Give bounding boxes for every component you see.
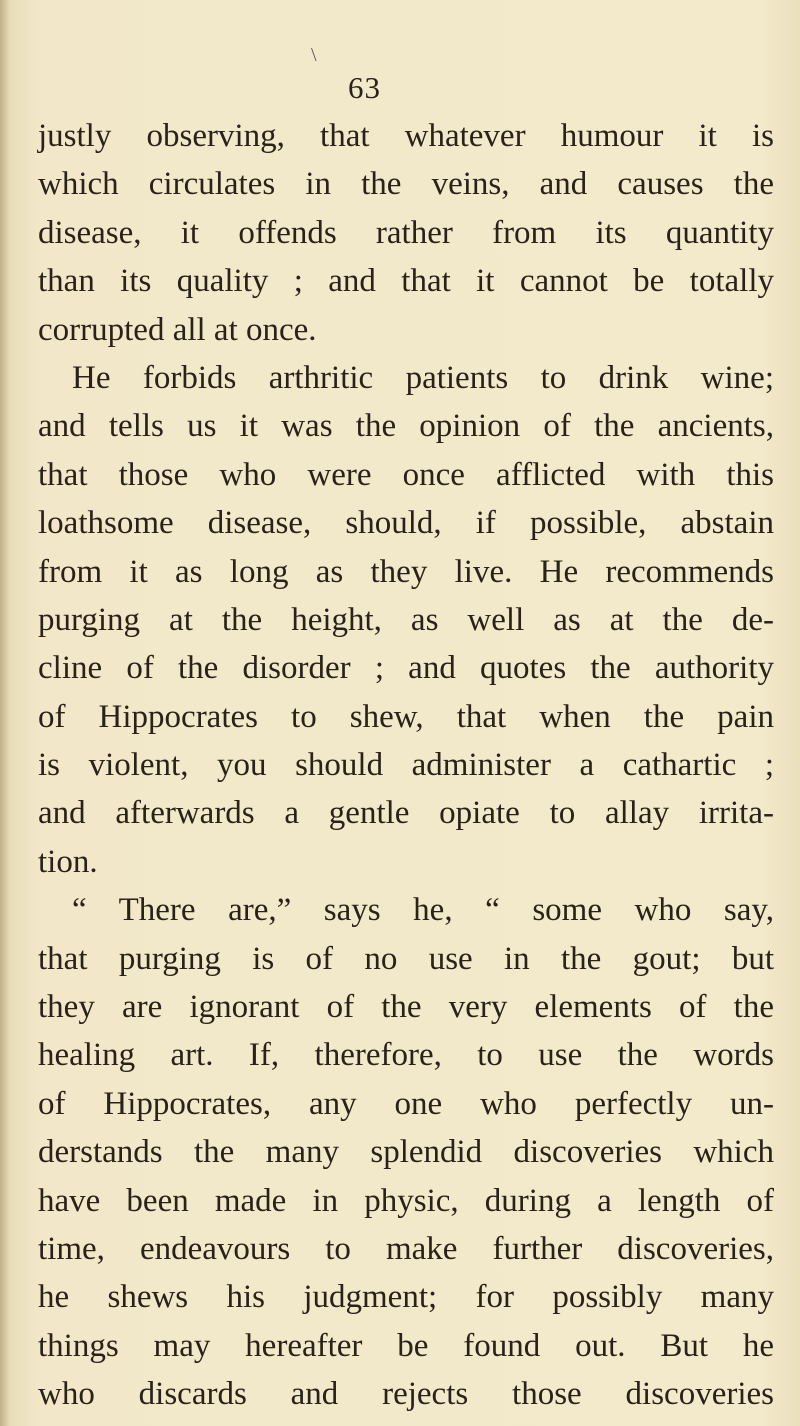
text-line: cline of the disorder ; and quotes the authority [38, 650, 774, 687]
text-line: derstands the many splendid discoveries which [38, 1134, 774, 1171]
body-text [38, 112, 774, 1419]
text-line: healing art. If, therefore, to use the words [38, 1037, 774, 1074]
text-line: purging at the height, as well as at the de- [38, 601, 774, 638]
text-line: corrupted all at once. [38, 311, 317, 348]
text-line: than its quality ; and that it cannot be totally [38, 263, 774, 300]
page-number: 63 [348, 70, 381, 105]
text-line: which circulates in the veins, and causes the [38, 166, 774, 203]
text-line: tion. [38, 843, 98, 880]
text-line: time, endeavours to make further discoveries, [38, 1230, 774, 1267]
text-line: who discards and rejects those discoveries [38, 1376, 774, 1413]
text-line: he shews his judgment; for possibly many [38, 1279, 774, 1316]
text-line: of Hippocrates to shew, that when the pain [38, 698, 774, 735]
text-line: is violent, you should administer a cathartic ; [38, 747, 774, 784]
text-line: loathsome disease, should, if possible, abstain [38, 505, 774, 542]
text-line: “ There are,” says he, “ some who say, [72, 892, 774, 929]
text-line: that purging is of no use in the gout; but [38, 940, 774, 977]
text-line: that those who were once afflicted with this [38, 456, 774, 493]
pencil-mark: \ [311, 44, 317, 66]
text-line: have been made in physic, during a length of [38, 1182, 774, 1219]
text-line: they are ignorant of the very elements of the [38, 989, 774, 1026]
gutter-shadow [0, 0, 10, 1426]
text-line: justly observing, that whatever humour it is [38, 118, 774, 154]
text-line: and afterwards a gentle opiate to allay irrita- [38, 795, 774, 832]
text-line: things may hereafter be found out. But he [38, 1327, 774, 1364]
text-line: of Hippocrates, any one who perfectly un- [38, 1085, 774, 1122]
text-line: and tells us it was the opinion of the ancients, [38, 408, 774, 445]
text-line: He forbids arthritic patients to drink wine; [72, 359, 774, 396]
text-line: disease, it offends rather from its quantity [38, 214, 774, 251]
text-line: from it as long as they live. He recommends [38, 553, 774, 590]
